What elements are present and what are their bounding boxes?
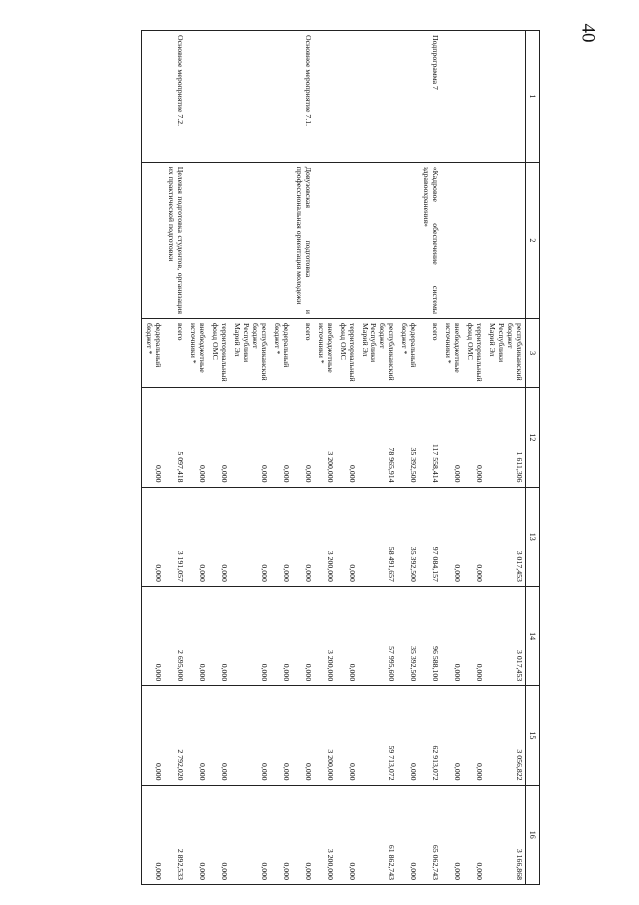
program-title-cell: «Кадровое обеспечение системы здравоохранения»	[419, 162, 441, 318]
value-cell: 0,000	[463, 586, 485, 685]
header-row	[525, 31, 539, 885]
table-row	[419, 31, 441, 885]
value-cell: 0,000	[230, 586, 270, 685]
column-header: 16	[525, 785, 539, 884]
value-cell: 3 017,453	[485, 586, 525, 685]
value-cell: 0,000	[463, 388, 485, 487]
funding-source-cell: республиканский бюджет Республики Марий Эл	[230, 319, 270, 388]
value-cell: 3 200,000	[314, 686, 336, 785]
value-cell: 0,000	[336, 586, 358, 685]
value-cell: 0,000	[441, 686, 463, 785]
rotated-table-container	[85, 30, 540, 885]
value-cell: 0,000	[186, 388, 208, 487]
value-cell: 3 017,453	[485, 487, 525, 586]
value-cell: 3 191,057	[164, 487, 186, 586]
program-name-cell	[142, 31, 164, 163]
column-header: 14	[525, 586, 539, 685]
program-name-cell	[314, 31, 336, 163]
value-cell: 0,000	[270, 586, 292, 685]
funding-source-cell: всего	[292, 319, 314, 388]
table-row	[441, 31, 463, 885]
program-title-cell	[142, 162, 164, 318]
value-cell: 0,000	[230, 487, 270, 586]
table-row	[397, 31, 419, 885]
value-cell: 62 913,072	[419, 686, 441, 785]
value-cell: 3 056,822	[485, 686, 525, 785]
funding-source-cell: республиканский бюджет Республики Марий Эл	[485, 319, 525, 388]
value-cell: 3 200,000	[314, 388, 336, 487]
value-cell: 0,000	[208, 785, 230, 884]
funding-source-cell: республиканский бюджет Республики Марий Эл	[358, 319, 398, 388]
value-cell: 35 392,500	[397, 388, 419, 487]
value-cell: 0,000	[208, 586, 230, 685]
table-row	[292, 31, 314, 885]
budget-table	[142, 30, 541, 885]
value-cell: 3 166,868	[485, 785, 525, 884]
value-cell: 57 995,600	[358, 586, 398, 685]
funding-source-cell: федеральный бюджет *	[397, 319, 419, 388]
value-cell: 5 097,418	[164, 388, 186, 487]
table-row	[336, 31, 358, 885]
value-cell: 2 892,533	[164, 785, 186, 884]
program-name-cell	[208, 31, 230, 163]
value-cell: 0,000	[336, 487, 358, 586]
funding-source-cell: всего	[419, 319, 441, 388]
value-cell: 2 792,020	[164, 686, 186, 785]
program-title-cell: Довузовская подготовка и профессиональная ориентация молодежи	[292, 162, 314, 318]
program-title-cell	[397, 162, 419, 318]
value-cell: 35 392,500	[397, 487, 419, 586]
value-cell: 0,000	[292, 686, 314, 785]
column-header: 15	[525, 686, 539, 785]
value-cell: 3 200,000	[314, 487, 336, 586]
program-name-cell	[397, 31, 419, 163]
program-name-cell	[186, 31, 208, 163]
program-name-cell: Основное мероприятие 7.2.	[164, 31, 186, 163]
program-title-cell	[186, 162, 208, 318]
table-row	[142, 31, 164, 885]
value-cell: 0,000	[292, 586, 314, 685]
value-cell: 0,000	[441, 785, 463, 884]
table-row	[230, 31, 270, 885]
value-cell: 0,000	[336, 686, 358, 785]
value-cell: 78 965,914	[358, 388, 398, 487]
program-title-cell	[485, 162, 525, 318]
funding-source-cell: внебюджетные источники *	[441, 319, 463, 388]
value-cell: 58 491,657	[358, 487, 398, 586]
value-cell: 0,000	[142, 586, 164, 685]
funding-source-cell: территориальный фонд ОМС	[208, 319, 230, 388]
program-name-cell	[441, 31, 463, 163]
value-cell: 97 084,157	[419, 487, 441, 586]
table-row	[463, 31, 485, 885]
value-cell: 0,000	[270, 487, 292, 586]
table-row	[208, 31, 230, 885]
program-name-cell	[336, 31, 358, 163]
funding-source-cell: внебюджетные источники *	[314, 319, 336, 388]
value-cell: 35 392,500	[397, 586, 419, 685]
value-cell: 0,000	[397, 686, 419, 785]
program-name-cell: Подпрограмма 7	[419, 31, 441, 163]
value-cell: 0,000	[186, 785, 208, 884]
value-cell: 0,000	[142, 388, 164, 487]
table-row	[186, 31, 208, 885]
funding-source-cell: территориальный фонд ОМС	[463, 319, 485, 388]
column-header: 3	[525, 319, 539, 388]
program-title-cell	[463, 162, 485, 318]
page-number: 40	[577, 23, 599, 43]
program-title-cell	[230, 162, 270, 318]
table-row	[485, 31, 525, 885]
value-cell: 59 713,072	[358, 686, 398, 785]
value-cell: 3 200,000	[314, 586, 336, 685]
value-cell: 0,000	[208, 487, 230, 586]
value-cell: 117 558,414	[419, 388, 441, 487]
value-cell: 65 062,743	[419, 785, 441, 884]
value-cell: 0,000	[336, 785, 358, 884]
value-cell: 0,000	[292, 388, 314, 487]
value-cell: 0,000	[463, 785, 485, 884]
table-body	[142, 31, 525, 885]
value-cell: 0,000	[208, 388, 230, 487]
value-cell: 0,000	[270, 785, 292, 884]
table-row	[270, 31, 292, 885]
value-cell: 1 611,306	[485, 388, 525, 487]
value-cell: 0,000	[292, 487, 314, 586]
value-cell: 0,000	[463, 487, 485, 586]
column-header: 13	[525, 487, 539, 586]
value-cell: 0,000	[292, 785, 314, 884]
column-header: 2	[525, 162, 539, 318]
value-cell: 0,000	[142, 686, 164, 785]
value-cell: 0,000	[142, 487, 164, 586]
funding-source-cell: всего	[164, 319, 186, 388]
value-cell: 0,000	[397, 785, 419, 884]
program-name-cell	[358, 31, 398, 163]
program-title-cell	[208, 162, 230, 318]
value-cell: 3 200,000	[314, 785, 336, 884]
value-cell: 0,000	[186, 686, 208, 785]
funding-source-cell: внебюджетные источники *	[186, 319, 208, 388]
program-title-cell	[314, 162, 336, 318]
value-cell: 0,000	[230, 388, 270, 487]
funding-source-cell: федеральный бюджет *	[142, 319, 164, 388]
value-cell: 0,000	[270, 388, 292, 487]
value-cell: 0,000	[230, 785, 270, 884]
program-title-cell	[358, 162, 398, 318]
program-title-cell: Целевая подготовка студентов, организация их практической подготовки	[164, 162, 186, 318]
value-cell: 0,000	[441, 487, 463, 586]
value-cell: 0,000	[441, 586, 463, 685]
value-cell: 0,000	[441, 388, 463, 487]
value-cell: 0,000	[186, 487, 208, 586]
program-title-cell	[441, 162, 463, 318]
program-name-cell	[230, 31, 270, 163]
value-cell: 61 862,743	[358, 785, 398, 884]
value-cell: 0,000	[186, 586, 208, 685]
program-title-cell	[270, 162, 292, 318]
value-cell: 0,000	[230, 686, 270, 785]
value-cell: 0,000	[142, 785, 164, 884]
value-cell: 96 588,100	[419, 586, 441, 685]
value-cell: 0,000	[463, 686, 485, 785]
table-row	[358, 31, 398, 885]
funding-source-cell: федеральный бюджет *	[270, 319, 292, 388]
value-cell: 0,000	[208, 686, 230, 785]
column-header: 1	[525, 31, 539, 163]
program-name-cell: Основное мероприятие 7.1.	[292, 31, 314, 163]
value-cell: 0,000	[270, 686, 292, 785]
program-name-cell	[270, 31, 292, 163]
funding-source-cell: территориальный фонд ОМС	[336, 319, 358, 388]
program-name-cell	[463, 31, 485, 163]
program-name-cell	[485, 31, 525, 163]
table-row	[314, 31, 336, 885]
program-title-cell	[336, 162, 358, 318]
table-row	[164, 31, 186, 885]
value-cell: 0,000	[336, 388, 358, 487]
column-header: 12	[525, 388, 539, 487]
value-cell: 2 695,000	[164, 586, 186, 685]
